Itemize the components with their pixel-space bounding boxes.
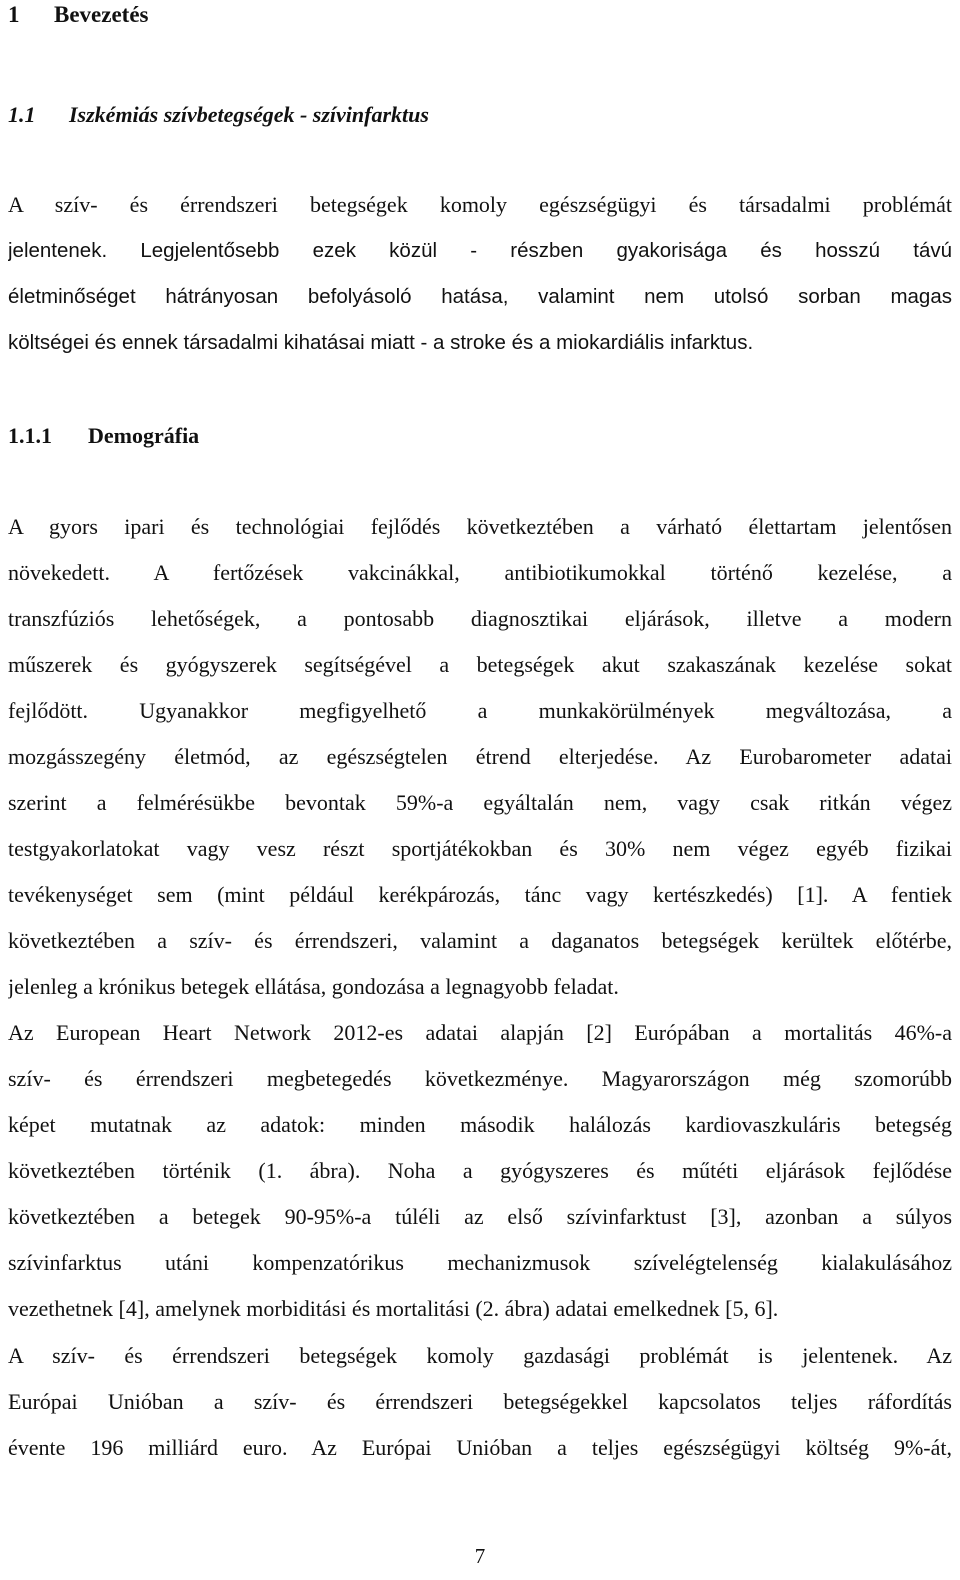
paragraph-line: szív- és érrendszeri megbetegedés következménye. Magyarországon még szomorúbb bbox=[8, 1066, 952, 1091]
paragraph-line: testgyakorlatokat vagy vesz részt sportjátékokban és 30% nem végez egyéb fizikai bbox=[8, 836, 952, 861]
paragraph-line: mozgásszegény életmód, az egészségtelen étrend elterjedése. Az Eurobarometer adatai bbox=[8, 744, 952, 769]
chapter-heading bbox=[8, 0, 149, 30]
subsection-heading bbox=[8, 421, 199, 451]
paragraph-mortality bbox=[8, 1010, 952, 1332]
section-title: Iszkémiás szívbetegségek - szívinfarktus bbox=[69, 102, 429, 127]
paragraph-line: költségei és ennek társadalmi kihatásai miatt - a stroke és a miokardiális infarktus. bbox=[8, 331, 754, 354]
paragraph-line: transzfúziós lehetőségek, a pontosabb diagnosztikai eljárások, illetve a modern bbox=[8, 606, 952, 631]
paragraph-line: jelenleg a krónikus betegek ellátása, gondozása a legnagyobb feladat. bbox=[8, 974, 619, 999]
paragraph-line: növekedett. A fertőzések vakcinákkal, antibiotikumokkal történő kezelése, a bbox=[8, 560, 952, 585]
page-number: 7 bbox=[474, 1544, 486, 1568]
paragraph-line: tevékenységet sem (mint például kerékpározás, tánc vagy kertészkedés) [1]. A fentiek bbox=[8, 882, 952, 907]
paragraph-line: jelentenek. Legjelentősebb ezek közül - részben gyakorisága és hosszú távú bbox=[8, 239, 952, 262]
paragraph-line: Európai Unióban a szív- és érrendszeri betegségekkel kapcsolatos teljes ráfordítás bbox=[8, 1389, 952, 1414]
paragraph-line: vezethetnek [4], amelynek morbiditási és mortalitási (2. ábra) adatai emelkednek [5, 6]. bbox=[8, 1296, 779, 1321]
paragraph-line: műszerek és gyógyszerek segítségével a betegségek akut szakaszának kezelése sokat bbox=[8, 652, 952, 677]
paragraph-line: képet mutatnak az adatok: minden második halálozás kardiovaszkuláris betegség bbox=[8, 1112, 952, 1137]
chapter-number: 1 bbox=[8, 2, 20, 27]
paragraph-line: következtében történik (1. ábra). Noha a gyógyszeres és műtéti eljárások fejlődése bbox=[8, 1158, 952, 1183]
paragraph-intro bbox=[8, 182, 952, 366]
section-heading bbox=[8, 100, 429, 130]
paragraph-line: évente 196 milliárd euro. Az Európai Unióban a teljes egészségügyi költség 9%-át, bbox=[8, 1435, 952, 1460]
paragraph-line: következtében a szív- és érrendszeri, valamint a daganatos betegségek kerültek előtérbe, bbox=[8, 928, 952, 953]
paragraph-line: A szív- és érrendszeri betegségek komoly egészségügyi és társadalmi problémát bbox=[8, 192, 952, 217]
paragraph-line: A szív- és érrendszeri betegségek komoly gazdasági problémát is jelentenek. Az bbox=[8, 1343, 952, 1368]
chapter-title: Bevezetés bbox=[54, 2, 149, 27]
paragraph-economic bbox=[8, 1333, 952, 1471]
paragraph-line: szerint a felmérésükbe bevontak 59%-a egyáltalán nem, vagy csak ritkán végez bbox=[8, 790, 952, 815]
paragraph-line: A gyors ipari és technológiai fejlődés következtében a várható élettartam jelentősen bbox=[8, 514, 952, 539]
section-number: 1.1 bbox=[8, 102, 36, 127]
paragraph-line: következtében a betegek 90-95%-a túléli az első szívinfarktust [3], azonban a súlyos bbox=[8, 1204, 952, 1229]
paragraph-line: Az European Heart Network 2012-es adatai alapján [2] Európában a mortalitás 46%-a bbox=[8, 1020, 952, 1045]
paragraph-line: fejlődött. Ugyanakkor megfigyelhető a munkakörülmények megváltozása, a bbox=[8, 698, 952, 723]
paragraph-demography bbox=[8, 504, 952, 1010]
paragraph-line: szívinfarktus utáni kompenzatórikus mechanizmusok szívelégtelenség kialakulásához bbox=[8, 1250, 952, 1275]
subsection-number: 1.1.1 bbox=[8, 423, 52, 448]
subsection-title: Demográfia bbox=[88, 423, 200, 448]
paragraph-line: életminőséget hátrányosan befolyásoló hatása, valamint nem utolsó sorban magas bbox=[8, 285, 952, 308]
